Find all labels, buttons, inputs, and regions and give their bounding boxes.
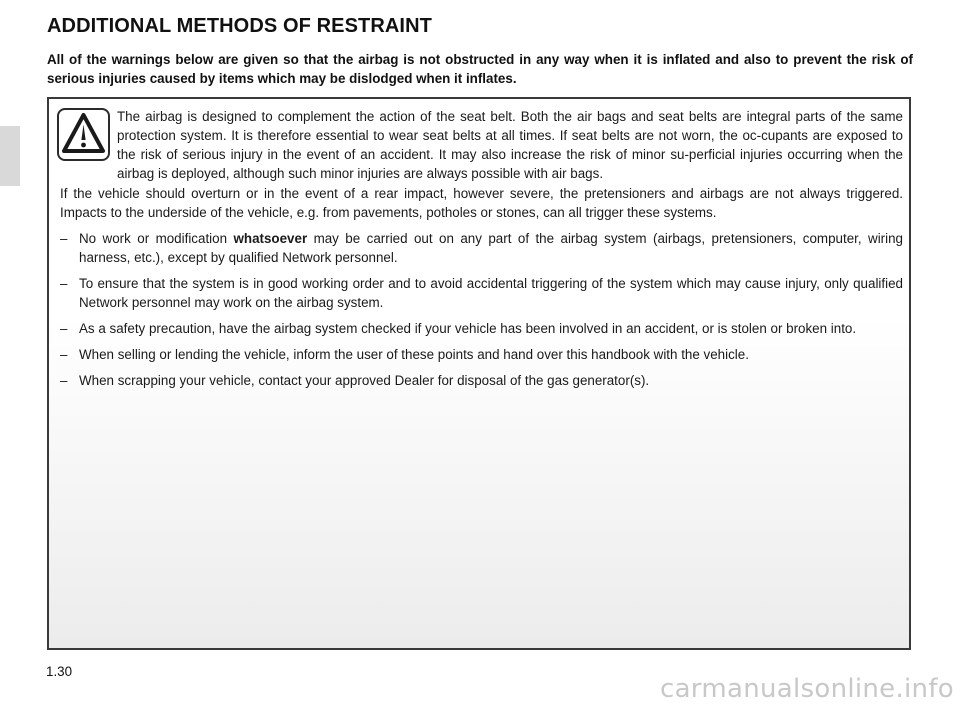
overturn-paragraph: If the vehicle should overturn or in the event of a rear impact, however severe, the pretensioners and airbags are not always triggered. Impacts to the underside of the vehicle, e.g. from pavements, potholes or stones, can all trigger these systems. bbox=[60, 186, 903, 220]
bullet-text: When scrapping your vehicle, contact your approved Dealer for disposal of the gas generator(s). bbox=[79, 373, 650, 388]
bullet-text: No work or modification bbox=[79, 231, 234, 246]
list-item bbox=[60, 345, 903, 364]
warning-body bbox=[60, 184, 903, 397]
list-item bbox=[60, 229, 903, 267]
bullet-text-cont: may be carried out on any part of the airbag system (airbags, pretensioners, computer, wiring harness, etc.), except by qualified Network personnel. bbox=[79, 231, 903, 265]
bullet-text: As a safety precaution, have the airbag system checked if your vehicle has been involved in an accident, or is stolen or broken into. bbox=[79, 321, 857, 336]
section-side-tab bbox=[0, 126, 20, 186]
intro-paragraph: All of the warnings below are given so that the airbag is not obstructed in any way when it is inflated and also to prevent the risk of serious injuries caused by items which may be dislodged when it inflates. bbox=[47, 52, 913, 86]
list-item bbox=[60, 371, 903, 390]
bullet-dash: – bbox=[60, 347, 68, 362]
page-title: ADDITIONAL METHODS OF RESTRAINT bbox=[47, 15, 432, 37]
airbag-seatbelt-paragraph: The airbag is designed to complement the action of the seat belt. Both the air bags and seat belts are integral parts of the same protection system. It is therefore essential to wear seat belts at all times. If seat belts are not worn, the oc-cupants are exposed to the risk of serious injury in the event of an accident. It may also increase the risk of minor su-perficial injuries occurring when the airbag is deployed, although such minor injuries are always possible with air bags. bbox=[117, 109, 903, 181]
page-number: 1.30 bbox=[46, 664, 73, 679]
bullet-text: When selling or lending the vehicle, inform the user of these points and hand over this handbook with the vehicle. bbox=[79, 347, 749, 362]
bullet-text: To ensure that the system is in good working order and to avoid accidental triggering of the system which may cause injury, only qualified Network personnel may work on the airbag system. bbox=[79, 276, 903, 310]
list-item bbox=[60, 319, 903, 338]
watermark: carmanualsonline.info bbox=[659, 674, 954, 704]
warning-box bbox=[47, 97, 911, 650]
bullet-dash: – bbox=[60, 373, 68, 388]
bullet-dash: – bbox=[60, 231, 68, 246]
list-item bbox=[60, 274, 903, 312]
bullet-emphasis: whatsoever bbox=[233, 231, 308, 246]
warning-triangle-icon bbox=[57, 108, 110, 161]
bullet-dash: – bbox=[60, 321, 68, 336]
bullet-dash: – bbox=[60, 276, 68, 291]
